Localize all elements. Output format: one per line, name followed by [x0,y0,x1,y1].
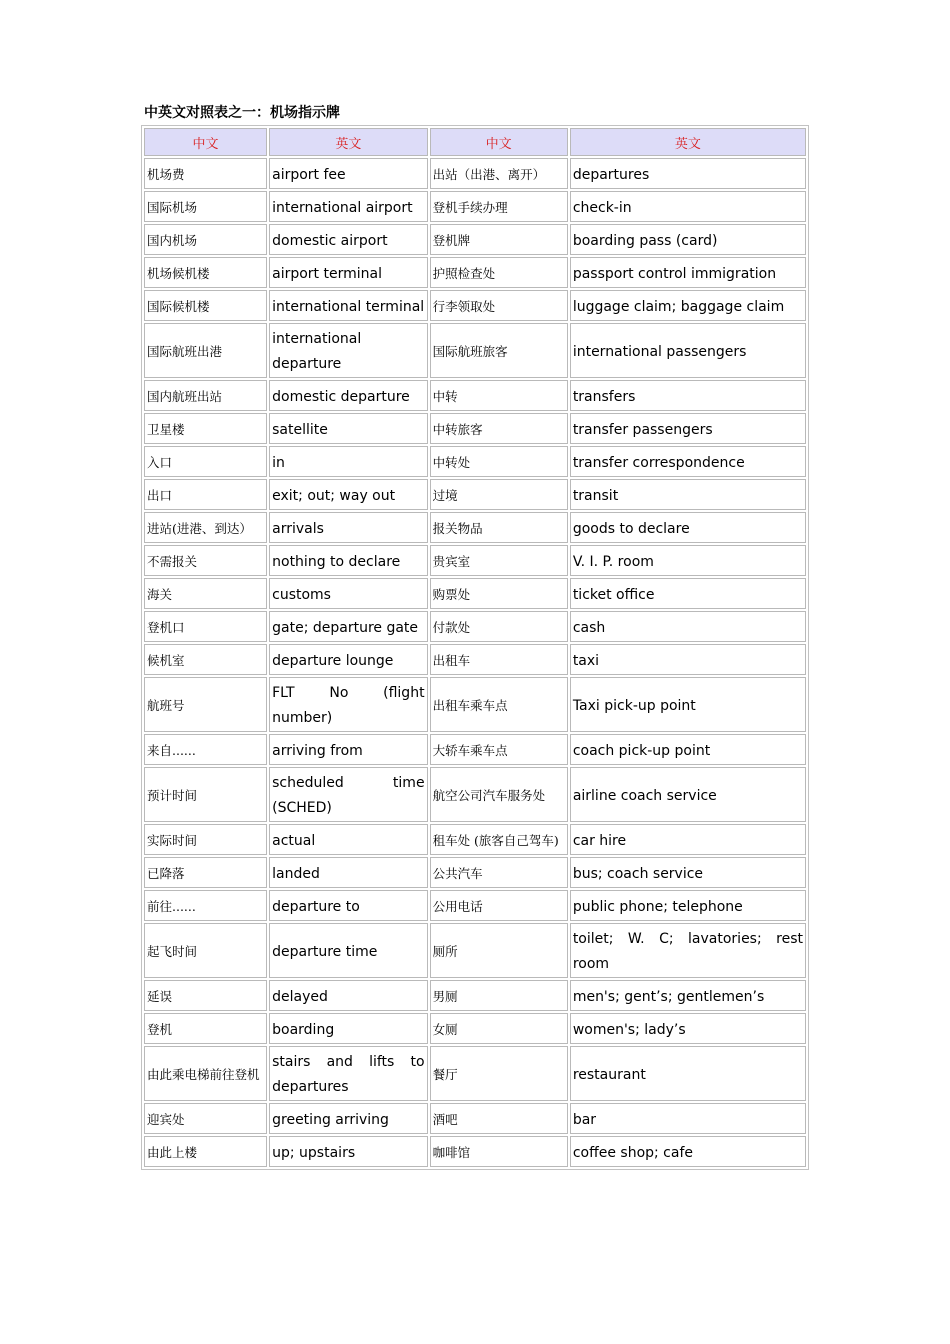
cell-english: public phone; telephone [570,890,806,921]
cell-chinese: 迎宾处 [144,1103,267,1134]
table-row [144,257,806,288]
cell-english: delayed [269,980,427,1011]
cell-english: scheduled time (SCHED) [269,767,427,822]
cell-chinese: 过境 [430,479,568,510]
table-row [144,323,806,378]
table-row [144,734,806,765]
table-row [144,1136,806,1167]
cell-chinese: 公用电话 [430,890,568,921]
cell-english: departure to [269,890,427,921]
cell-english: customs [269,578,427,609]
cell-english: domestic airport [269,224,427,255]
cell-chinese: 护照检查处 [430,257,568,288]
cell-english: international airport [269,191,427,222]
cell-chinese: 购票处 [430,578,568,609]
cell-english: FLT No (flight number) [269,677,427,732]
cell-chinese: 机场候机楼 [144,257,267,288]
header-chinese: 中文 [144,128,267,156]
cell-chinese: 由此乘电梯前往登机 [144,1046,267,1101]
cell-english: goods to declare [570,512,806,543]
cell-chinese: 租车处 (旅客自己驾车) [430,824,568,855]
table-row [144,890,806,921]
cell-chinese: 咖啡馆 [430,1136,568,1167]
cell-english: passport control immigration [570,257,806,288]
cell-chinese: 厕所 [430,923,568,978]
cell-chinese: 延误 [144,980,267,1011]
cell-chinese: 男厕 [430,980,568,1011]
cell-chinese: 出站（出港、离开） [430,158,568,189]
cell-chinese: 进站(进港、到达） [144,512,267,543]
cell-english: stairs and lifts to departures [269,1046,427,1101]
cell-chinese: 实际时间 [144,824,267,855]
cell-english: airport terminal [269,257,427,288]
cell-chinese: 海关 [144,578,267,609]
cell-english: taxi [570,644,806,675]
table-row [144,1103,806,1134]
cell-chinese: 出口 [144,479,267,510]
table-row [144,191,806,222]
cell-chinese: 登机手续办理 [430,191,568,222]
page-title: 中英文对照表之一：机场指示牌 [144,105,340,121]
cell-english: toilet; W. C; lavatories; rest room [570,923,806,978]
table-row [144,512,806,543]
cell-english: check-in [570,191,806,222]
cell-english: transfer passengers [570,413,806,444]
cell-english: arrivals [269,512,427,543]
cell-english: luggage claim; baggage claim [570,290,806,321]
cell-english: departure time [269,923,427,978]
cell-english: departure lounge [269,644,427,675]
cell-english: airport fee [269,158,427,189]
cell-english: arriving from [269,734,427,765]
cell-chinese: 女厕 [430,1013,568,1044]
cell-english: landed [269,857,427,888]
cell-chinese: 入口 [144,446,267,477]
cell-chinese: 付款处 [430,611,568,642]
cell-chinese: 国内机场 [144,224,267,255]
cell-english: greeting arriving [269,1103,427,1134]
cell-chinese: 航空公司汽车服务处 [430,767,568,822]
cell-english: boarding pass (card) [570,224,806,255]
cell-english: nothing to declare [269,545,427,576]
cell-english: V. I. P. room [570,545,806,576]
table-row [144,1046,806,1101]
cell-chinese: 行李领取处 [430,290,568,321]
table-row [144,413,806,444]
table-row [144,980,806,1011]
table-row [144,1013,806,1044]
cell-english: up; upstairs [269,1136,427,1167]
cell-chinese: 候机室 [144,644,267,675]
cell-chinese: 国内航班出站 [144,380,267,411]
header-english: 英文 [570,128,806,156]
cell-english: bar [570,1103,806,1134]
header-english: 英文 [269,128,427,156]
cell-english: ticket office [570,578,806,609]
header-chinese: 中文 [430,128,568,156]
cell-english: international departure [269,323,427,378]
cell-english: gate; departure gate [269,611,427,642]
cell-chinese: 中转 [430,380,568,411]
cell-chinese: 国际航班出港 [144,323,267,378]
cell-chinese: 贵宾室 [430,545,568,576]
cell-chinese: 报关物品 [430,512,568,543]
cell-chinese: 已降落 [144,857,267,888]
cell-english: restaurant [570,1046,806,1101]
cell-english: transfers [570,380,806,411]
table-row [144,545,806,576]
cell-chinese: 国际候机楼 [144,290,267,321]
cell-english: car hire [570,824,806,855]
cell-english: departures [570,158,806,189]
cell-english: bus; coach service [570,857,806,888]
cell-chinese: 登机口 [144,611,267,642]
cell-chinese: 大轿车乘车点 [430,734,568,765]
table-row [144,224,806,255]
cell-chinese: 餐厅 [430,1046,568,1101]
cell-chinese: 登机 [144,1013,267,1044]
cell-chinese: 前往...... [144,890,267,921]
table-header-row [144,128,806,156]
table-row [144,857,806,888]
table-row [144,479,806,510]
cell-english: domestic departure [269,380,427,411]
table-row [144,824,806,855]
table-body [144,158,806,1167]
cell-english: coffee shop; cafe [570,1136,806,1167]
cell-chinese: 不需报关 [144,545,267,576]
cell-chinese: 国际航班旅客 [430,323,568,378]
table-row [144,380,806,411]
table-row [144,290,806,321]
cell-english: Taxi pick-up point [570,677,806,732]
cell-english: men's; gent’s; gentlemen’s [570,980,806,1011]
table-row [144,923,806,978]
airport-signs-table [141,125,809,1170]
cell-chinese: 预计时间 [144,767,267,822]
cell-chinese: 出租车乘车点 [430,677,568,732]
cell-english: exit; out; way out [269,479,427,510]
cell-english: cash [570,611,806,642]
cell-chinese: 中转处 [430,446,568,477]
cell-chinese: 卫星楼 [144,413,267,444]
cell-english: boarding [269,1013,427,1044]
cell-chinese: 航班号 [144,677,267,732]
cell-english: actual [269,824,427,855]
cell-english: international terminal [269,290,427,321]
table-row [144,677,806,732]
table-row [144,611,806,642]
table-row [144,446,806,477]
cell-chinese: 出租车 [430,644,568,675]
cell-english: coach pick-up point [570,734,806,765]
cell-english: airline coach service [570,767,806,822]
cell-chinese: 由此上楼 [144,1136,267,1167]
table-row [144,767,806,822]
cell-english: international passengers [570,323,806,378]
cell-chinese: 酒吧 [430,1103,568,1134]
table-row [144,644,806,675]
cell-chinese: 登机牌 [430,224,568,255]
cell-chinese: 机场费 [144,158,267,189]
cell-chinese: 起飞时间 [144,923,267,978]
cell-english: satellite [269,413,427,444]
cell-english: transit [570,479,806,510]
cell-chinese: 国际机场 [144,191,267,222]
cell-english: women's; lady’s [570,1013,806,1044]
table-row [144,578,806,609]
cell-chinese: 公共汽车 [430,857,568,888]
cell-english: transfer correspondence [570,446,806,477]
cell-english: in [269,446,427,477]
table-row [144,158,806,189]
cell-chinese: 中转旅客 [430,413,568,444]
cell-chinese: 来自...... [144,734,267,765]
